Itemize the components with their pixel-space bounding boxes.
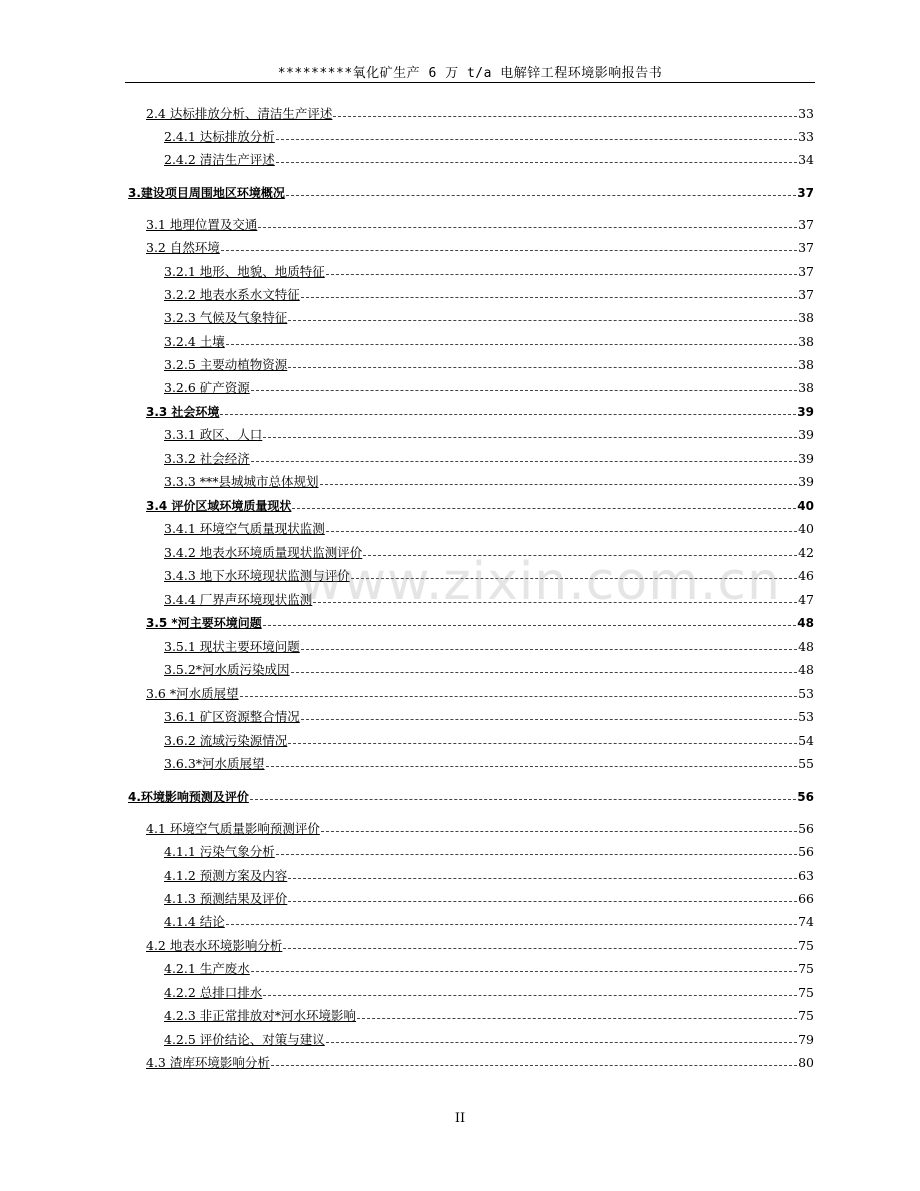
toc-entry-page: 66 <box>798 891 814 906</box>
toc-entry-page: 56 <box>797 790 814 804</box>
toc-entry[interactable] <box>164 520 814 538</box>
toc-entry-title[interactable]: 4.2.5 评价结论、对策与建议 <box>164 1032 325 1047</box>
header-rule <box>125 82 815 83</box>
toc-entry-page: 38 <box>798 357 814 372</box>
toc-entry-page: 75 <box>798 961 814 976</box>
toc-entry-page: 33 <box>798 129 814 144</box>
toc-leader-dots <box>250 798 796 800</box>
toc-entry-page: 47 <box>798 592 814 607</box>
toc-leader-dots <box>220 413 796 415</box>
toc-leader-dots <box>226 343 797 345</box>
toc-leader-dots <box>301 648 797 650</box>
toc-entry-page: 38 <box>798 310 814 325</box>
toc-leader-dots <box>320 483 798 485</box>
toc-entry-title[interactable]: 3.5.1 现状主要环境问题 <box>164 639 300 654</box>
toc-entry-page: 63 <box>798 868 814 883</box>
toc-entry-title[interactable]: 3.3 社会环境 <box>146 405 220 419</box>
toc-entry-title[interactable]: 3.3.2 社会经济 <box>164 451 250 466</box>
toc-leader-dots <box>263 624 797 626</box>
toc-entry[interactable] <box>164 473 814 491</box>
toc-entry-page: 38 <box>798 334 814 349</box>
toc-entry[interactable] <box>164 128 814 146</box>
toc-entry-title[interactable]: 3.5.2*河水质污染成因 <box>164 662 290 677</box>
toc-entry-page: 38 <box>798 380 814 395</box>
toc-entry[interactable] <box>164 913 814 931</box>
toc-entry[interactable] <box>164 426 814 444</box>
toc-leader-dots <box>301 296 797 298</box>
toc-entry[interactable] <box>128 788 814 806</box>
toc-entry-page: 34 <box>798 152 814 167</box>
toc-leader-dots <box>321 830 797 832</box>
toc-entry[interactable] <box>164 151 814 169</box>
toc-entry[interactable] <box>164 450 814 468</box>
running-header: *********氧化矿生产 6 万 t/a 电解锌工程环境影响报告书 <box>277 66 663 81</box>
toc-entry-page: 39 <box>798 451 814 466</box>
toc-entry[interactable] <box>146 1054 814 1072</box>
toc-entry[interactable] <box>146 216 814 234</box>
toc-entry[interactable] <box>164 867 814 885</box>
toc-entry[interactable] <box>164 890 814 908</box>
watermark: www.zixin.com.cn <box>300 552 781 612</box>
toc-entry-page: 75 <box>798 1008 814 1023</box>
toc-entry-page: 37 <box>798 287 814 302</box>
toc-entry[interactable] <box>164 638 814 656</box>
toc-entry-page: 54 <box>798 733 814 748</box>
toc-leader-dots <box>283 947 797 949</box>
toc-leader-dots <box>258 226 797 228</box>
toc-entry-title[interactable]: 2.4.1 达标排放分析 <box>164 129 275 144</box>
toc-entry[interactable] <box>146 820 814 838</box>
toc-entry-page: 55 <box>798 756 814 771</box>
toc-entry-page: 40 <box>797 499 814 513</box>
toc-leader-dots <box>251 970 797 972</box>
toc-leader-dots <box>276 138 797 140</box>
toc-leader-dots <box>226 923 797 925</box>
toc-entry-page: 56 <box>798 821 814 836</box>
toc-entry-title[interactable]: 3.6.1 矿区资源整合情况 <box>164 709 300 724</box>
toc-leader-dots <box>288 900 797 902</box>
toc-entry-title[interactable]: 3.6.2 流域污染源情况 <box>164 733 288 748</box>
toc-entry[interactable] <box>164 309 814 327</box>
toc-entry-page: 48 <box>797 616 814 630</box>
toc-entry[interactable] <box>146 614 814 632</box>
toc-entry-page: 75 <box>798 938 814 953</box>
toc-entry-title[interactable]: 3.2.1 地形、地貌、地质特征 <box>164 264 325 279</box>
toc-entry-title[interactable]: 3.3.1 政区、人口 <box>164 427 263 442</box>
toc-entry[interactable] <box>146 685 814 703</box>
toc-leader-dots <box>292 507 796 509</box>
toc-entry-title[interactable]: 2.4 达标排放分析、清洁生产评述 <box>146 106 333 121</box>
toc-entry-page: 80 <box>798 1055 814 1070</box>
toc-entry-title[interactable]: 4.1.3 预测结果及评价 <box>164 891 288 906</box>
toc-entry-page: 46 <box>798 568 814 583</box>
toc-entry-title[interactable]: 3.3.3 ***县城城市总体规划 <box>164 474 319 489</box>
toc-entry[interactable] <box>164 1031 814 1049</box>
toc-leader-dots <box>251 460 797 462</box>
toc-entry[interactable] <box>164 356 814 374</box>
toc-entry-title[interactable]: 3.1 地理位置及交通 <box>146 217 258 232</box>
toc-entry-page: 37 <box>798 264 814 279</box>
toc-leader-dots <box>263 436 797 438</box>
toc-entry-title[interactable]: 3.2 自然环境 <box>146 240 220 255</box>
toc-entry[interactable] <box>128 184 814 202</box>
toc-entry-title[interactable]: 3.4.3 地下水环境现状监测与评价 <box>164 568 350 583</box>
toc-entry-title[interactable]: 3.4 评价区域环境质量现状 <box>146 499 292 513</box>
toc-entry-title[interactable]: 4.2.2 总排口排水 <box>164 985 263 1000</box>
toc-entry-title[interactable]: 3.6 *河水质展望 <box>146 686 239 701</box>
toc-leader-dots <box>286 194 796 196</box>
toc-entry-page: 48 <box>798 639 814 654</box>
toc-entry[interactable] <box>146 105 814 123</box>
toc-entry-page: 79 <box>798 1032 814 1047</box>
toc-entry[interactable] <box>164 286 814 304</box>
toc-entry-page: 53 <box>798 709 814 724</box>
toc-entry-title[interactable]: 3.2.4 土壤 <box>164 334 225 349</box>
toc-leader-dots <box>326 530 797 532</box>
toc-entry-title[interactable]: 4.3 渣库环境影响分析 <box>146 1055 270 1070</box>
toc-entry[interactable] <box>164 333 814 351</box>
toc-entry[interactable] <box>164 960 814 978</box>
toc-leader-dots <box>263 994 797 996</box>
toc-entry[interactable] <box>164 984 814 1002</box>
toc-leader-dots <box>276 161 797 163</box>
toc-entry[interactable] <box>164 1007 814 1025</box>
toc-entry-title[interactable]: 3.2.2 地表水系水文特征 <box>164 287 300 302</box>
toc-entry-page: 40 <box>798 521 814 536</box>
toc-entry[interactable] <box>146 239 814 257</box>
toc-entry-title[interactable]: 4.1.1 污染气象分析 <box>164 844 275 859</box>
toc-leader-dots <box>288 877 797 879</box>
toc-leader-dots <box>301 718 797 720</box>
toc-leader-dots <box>276 853 797 855</box>
toc-entry-page: 37 <box>798 217 814 232</box>
toc-entry[interactable] <box>164 263 814 281</box>
toc-leader-dots <box>288 319 797 321</box>
toc-entry[interactable] <box>164 732 814 750</box>
toc-entry-title[interactable]: 3.4.1 环境空气质量现状监测 <box>164 521 325 536</box>
toc-leader-dots <box>251 389 797 391</box>
toc-leader-dots <box>326 273 797 275</box>
toc-entry-page: 48 <box>798 662 814 677</box>
toc-leader-dots <box>221 249 797 251</box>
toc-entry-title[interactable]: 3.2.3 气候及气象特征 <box>164 310 288 325</box>
toc-entry-page: 37 <box>798 240 814 255</box>
toc-entry-title[interactable]: 3.4.2 地表水环境质量现状监测评价 <box>164 545 363 560</box>
toc-entry-title[interactable]: 3.6.3*河水质展望 <box>164 756 265 771</box>
toc-entry-page: 74 <box>798 914 814 929</box>
toc-entry-title[interactable]: 3.5 *河主要环境问题 <box>146 616 262 630</box>
toc-entry-title[interactable]: 2.4.2 清洁生产评述 <box>164 152 275 167</box>
toc-leader-dots <box>291 671 798 673</box>
toc-leader-dots <box>357 1017 797 1019</box>
toc-leader-dots <box>326 1041 797 1043</box>
toc-leader-dots <box>240 695 797 697</box>
toc-entry[interactable] <box>146 937 814 955</box>
toc-entry-title[interactable]: 4.1.4 结论 <box>164 914 225 929</box>
toc-entry-page: 39 <box>798 474 814 489</box>
toc-entry[interactable] <box>164 661 814 679</box>
toc-entry-page: 53 <box>798 686 814 701</box>
toc-leader-dots <box>333 115 797 117</box>
toc-entry-title[interactable]: 4.1 环境空气质量影响预测评价 <box>146 821 320 836</box>
toc-entry-title[interactable]: 3.2.5 主要动植物资源 <box>164 357 288 372</box>
toc-entry-page: 75 <box>798 985 814 1000</box>
toc-entry[interactable] <box>164 843 814 861</box>
toc-entry[interactable] <box>146 403 814 421</box>
toc-entry-title[interactable]: 4.环境影响预测及评价 <box>128 790 249 804</box>
toc-entry[interactable] <box>146 497 814 515</box>
toc-entry[interactable] <box>164 379 814 397</box>
toc-entry-page: 37 <box>797 186 814 200</box>
toc-entry-title[interactable]: 3.建设项目周围地区环境概况 <box>128 186 285 200</box>
toc-entry-title[interactable]: 3.2.6 矿产资源 <box>164 380 250 395</box>
toc-entry-page: 56 <box>798 844 814 859</box>
toc-entry[interactable] <box>164 755 814 773</box>
toc-leader-dots <box>288 366 797 368</box>
toc-entry-title[interactable]: 4.2.3 非正常排放对*河水环境影响 <box>164 1008 357 1023</box>
toc-entry-page: 42 <box>798 545 814 560</box>
toc-entry-title[interactable]: 3.4.4 厂界声环境现状监测 <box>164 592 313 607</box>
toc-leader-dots <box>271 1064 797 1066</box>
toc-entry-title[interactable]: 4.2 地表水环境影响分析 <box>146 938 283 953</box>
toc-entry-title[interactable]: 4.1.2 预测方案及内容 <box>164 868 288 883</box>
toc-entry[interactable] <box>164 708 814 726</box>
toc-entry-title[interactable]: 4.2.1 生产废水 <box>164 961 250 976</box>
toc-entry-page: 39 <box>797 405 814 419</box>
toc-leader-dots <box>288 742 797 744</box>
toc-entry-page: 39 <box>798 427 814 442</box>
toc-leader-dots <box>266 765 798 767</box>
page-number: II <box>454 1111 466 1126</box>
toc-entry-page: 33 <box>798 106 814 121</box>
